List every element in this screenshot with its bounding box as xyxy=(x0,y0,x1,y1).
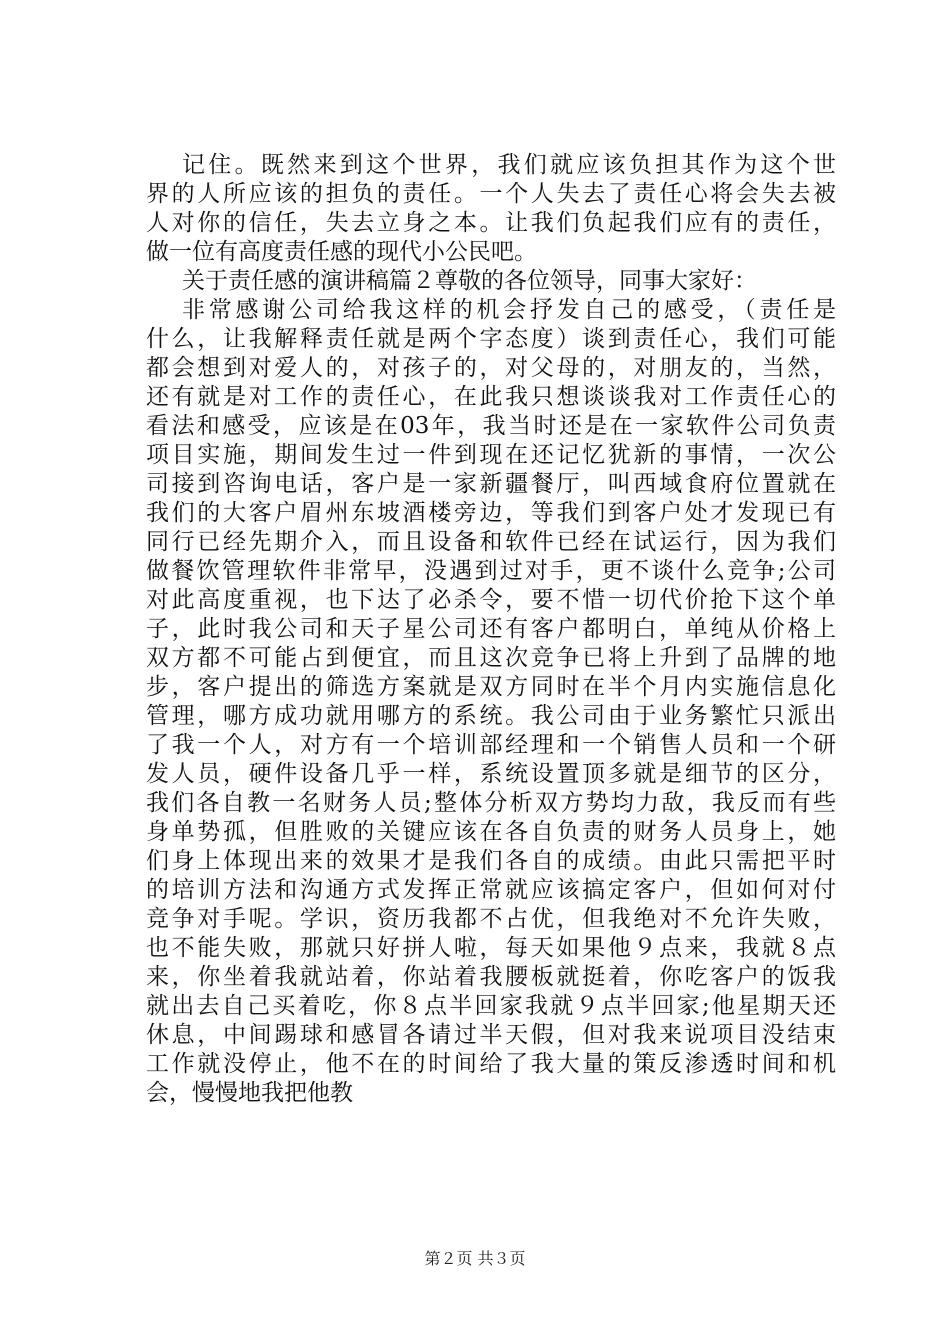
text-line: 身单势孤，但胜败的关键应该在各自负责的财务人员身上，她 xyxy=(146,819,836,845)
text-line: 同行已经先期介入，而且设备和软件已经在试运行，因为我们 xyxy=(146,529,836,555)
text-line: 步，客户提出的筛选方案就是双方同时在半个月内实施信息化 xyxy=(146,674,836,700)
text-line: 双方都不可能占到便宜，而且这次竞争已将上升到了品牌的地 xyxy=(146,645,836,671)
text-line: 会，慢慢地我把他教 xyxy=(146,1080,353,1106)
text-line: 了我一个人，对方有一个培训部经理和一个销售人员和一个研 xyxy=(146,732,836,758)
text-line: 就出去自己买着吃，你８点半回家我就９点半回家;他星期天还 xyxy=(146,993,836,1019)
text-line: 子，此时我公司和天子星公司还有客户都明白，单纯从价格上 xyxy=(146,616,836,642)
text-line: 还有就是对工作的责任心，在此我只想谈谈我对工作责任心的 xyxy=(146,384,836,410)
text-line: 人对你的信任，失去立身之本。让我们负起我们应有的责任， xyxy=(146,210,836,236)
text-line: 界的人所应该的担负的责任。一个人失去了责任心将会失去被 xyxy=(146,181,836,207)
text-line: 我们各自教一名财务人员;整体分析双方势均力敌，我反而有些 xyxy=(146,790,836,816)
text-line: 对此高度重视，也下达了必杀令，要不惜一切代价抢下这个单 xyxy=(146,587,836,613)
text-line: 休息，中间踢球和感冒各请过半天假，但对我来说项目没结束 xyxy=(146,1022,836,1048)
text-line: 关于责任感的演讲稿篇２尊敬的各位领导，同事大家好： xyxy=(182,268,757,294)
text-line: 们身上体现出来的效果才是我们各自的成绩。由此只需把平时 xyxy=(146,848,836,874)
text-line: 项目实施，期间发生过一件到现在还记忆犹新的事情，一次公 xyxy=(146,442,836,468)
text-line: 都会想到对爱人的，对孩子的，对父母的，对朋友的，当然， xyxy=(146,355,836,381)
page-footer: 第２页 共３页 xyxy=(424,1249,526,1268)
text-line: 非常感谢公司给我这样的机会抒发自己的感受，（责任是 xyxy=(182,297,836,323)
text-line: 发人员，硬件设备几乎一样，系统设置顶多就是细节的区分， xyxy=(146,761,836,787)
text-line: 做餐饮管理软件非常早，没遇到过对手，更不谈什么竞争;公司 xyxy=(146,558,836,584)
text-line: 来，你坐着我就站着，你站着我腰板就挺着，你吃客户的饭我 xyxy=(146,964,836,990)
text-line: 司接到咨询电话，客户是一家新疆餐厅，叫西域食府位置就在 xyxy=(146,471,836,497)
text-line: 工作就没停止，他不在的时间给了我大量的策反渗透时间和机 xyxy=(146,1051,836,1077)
body-text xyxy=(146,151,836,1108)
text-line: 管理，哪方成功就用哪方的系统。我公司由于业务繁忙只派出 xyxy=(146,703,836,729)
text-line: 记住。既然来到这个世界，我们就应该负担其作为这个世 xyxy=(182,152,836,178)
text-line: 什么，让我解释责任就是两个字态度）谈到责任心，我们可能 xyxy=(146,326,836,352)
text-line: 竞争对手呢。学识，资历我都不占优，但我绝对不允许失败， xyxy=(146,906,836,932)
text-line: 也不能失败，那就只好拼人啦，每天如果他９点来，我就８点 xyxy=(146,935,836,961)
text-line: 看法和感受，应该是在03年，我当时还是在一家软件公司负责 xyxy=(146,413,836,439)
text-line: 我们的大客户眉州东坡酒楼旁边，等我们到客户处才发现已有 xyxy=(146,500,836,526)
text-line: 做一位有高度责任感的现代小公民吧。 xyxy=(146,239,537,265)
text-line: 的培训方法和沟通方式发挥正常就应该搞定客户，但如何对付 xyxy=(146,877,836,903)
